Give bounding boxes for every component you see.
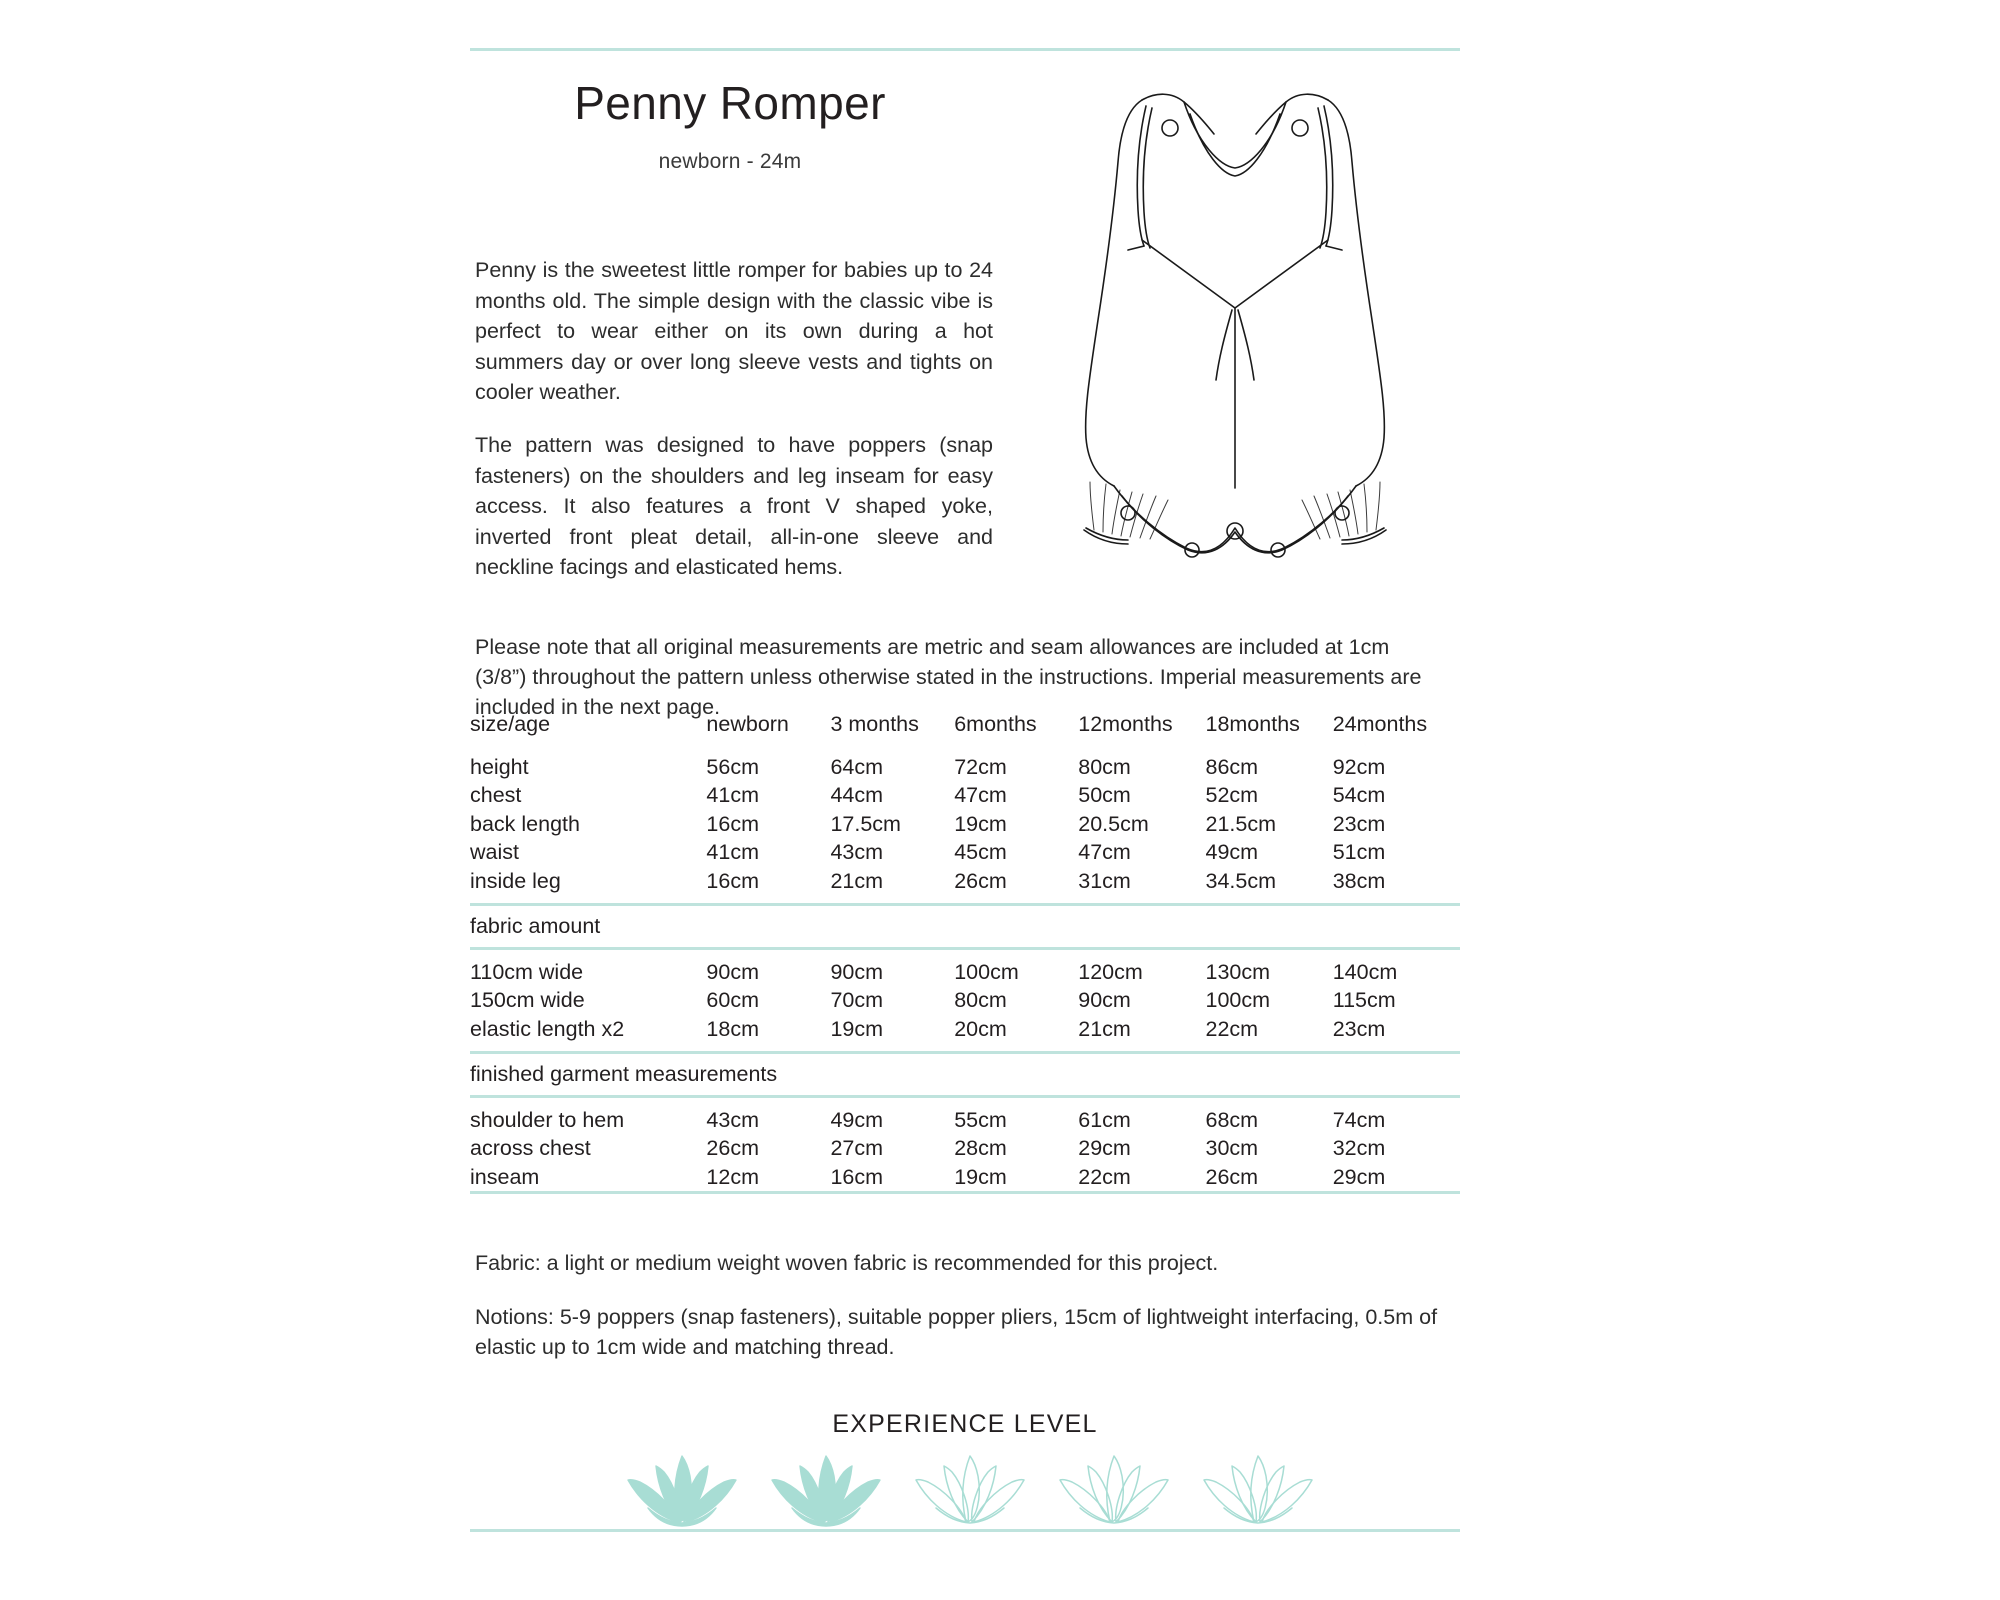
cell: 12cm (706, 1163, 830, 1193)
cell: 22cm (1205, 1015, 1332, 1053)
header-size-age: size/age (470, 712, 551, 736)
lotus-icon-outline-5 (1196, 1452, 1320, 1530)
cell: 70cm (830, 988, 884, 1012)
experience-level-rating (620, 1452, 1320, 1530)
cell: 29cm (1078, 1136, 1131, 1160)
v-yoke-seam (1142, 240, 1328, 308)
cell: 21cm (830, 867, 954, 905)
table-row (470, 781, 1460, 810)
section-title: finished garment measurements (470, 1053, 1460, 1097)
row-label: height (470, 754, 529, 779)
cell: 100cm (954, 959, 1019, 984)
section-header-fabric-amount (470, 905, 1460, 949)
left-armhole-curve-inner (1143, 108, 1152, 248)
bottom-divider-rule (470, 1529, 1460, 1532)
cell: 44cm (830, 783, 884, 807)
cell: 47cm (954, 783, 1007, 807)
row-label: back length (470, 811, 580, 836)
cell: 19cm (830, 1015, 954, 1053)
cell: 47cm (1078, 840, 1131, 864)
pleat-fold-right (1238, 310, 1254, 380)
cell: 43cm (706, 1107, 759, 1132)
left-underarm (1128, 246, 1144, 250)
cell: 100cm (1205, 988, 1271, 1012)
inseam-popper-centre (1227, 523, 1243, 539)
cell: 90cm (706, 959, 759, 984)
table-row (470, 1015, 1460, 1053)
header-12-months: 12months (1078, 712, 1173, 736)
table-row (470, 810, 1460, 839)
cell: 50cm (1078, 783, 1131, 807)
lotus-icon-outline-4 (1052, 1452, 1176, 1530)
row-label: inseam (470, 1163, 706, 1193)
cell: 21.5cm (1205, 811, 1276, 836)
description-paragraph-2: The pattern was designed to have poppers (snap fasteners) on the shoulders and leg inseam for easy access. It also features a front V shaped yoke, inverted front pleat detail, all-in-one sleeve and neckline facings and elasticated hems. (475, 433, 993, 579)
cell: 90cm (1078, 988, 1131, 1012)
table-header-row (470, 710, 1460, 745)
cell: 19cm (954, 811, 1007, 836)
cell: 41cm (706, 840, 759, 864)
cell: 115cm (1332, 988, 1396, 1012)
cell: 49cm (830, 1107, 884, 1132)
shoulder-popper-right (1292, 120, 1308, 136)
experience-level-title: EXPERIENCE LEVEL (832, 1410, 1098, 1438)
cell: 26cm (706, 1136, 759, 1160)
row-label: 110cm wide (470, 959, 584, 984)
page-title: Penny Romper (574, 77, 886, 129)
romper-illustration (1010, 58, 1460, 618)
row-label: across chest (470, 1136, 591, 1160)
row-label: chest (470, 783, 522, 807)
lotus-icon-outline-3 (908, 1452, 1032, 1530)
cell: 41cm (706, 783, 759, 807)
cell: 72cm (954, 754, 1007, 779)
header-18-months: 18months (1205, 712, 1300, 736)
cell: 21cm (1078, 1015, 1205, 1053)
cell: 18cm (706, 1015, 830, 1053)
notions-list: Notions: 5-9 poppers (snap fasteners), suitable popper pliers, 15cm of lightweight interfacing, 0.5m of elastic up to 1cm wide and matching thread. (475, 1305, 1438, 1359)
cell: 49cm (1205, 840, 1259, 864)
cell: 17.5cm (830, 811, 901, 836)
inseam-outer-curve (1114, 486, 1356, 552)
cell: 28cm (954, 1136, 1007, 1160)
row-label: waist (470, 840, 519, 864)
cell: 64cm (830, 754, 884, 779)
row-label: inside leg (470, 867, 706, 905)
cell: 80cm (1078, 754, 1131, 779)
description-paragraph-1: Penny is the sweetest little romper for babies up to 24 months old. The simple design with the classic vibe is perfect to wear either on its own during a hot summers day or over long sleeve vests and tights on cooler weather. (475, 258, 993, 404)
table-row (470, 838, 1460, 867)
size-chart (470, 710, 1460, 1194)
cell: 16cm (830, 1163, 954, 1193)
cell: 30cm (1205, 1136, 1259, 1160)
shoulder-popper-left (1162, 120, 1178, 136)
cell: 16cm (706, 811, 759, 836)
cell: 32cm (1332, 1136, 1386, 1160)
right-underarm (1326, 246, 1342, 250)
cell: 120cm (1078, 959, 1143, 984)
cell: 55cm (954, 1107, 1007, 1132)
table-row (470, 1096, 1460, 1134)
cell: 26cm (1205, 1163, 1332, 1193)
cell: 20.5cm (1078, 811, 1149, 836)
cell: 19cm (954, 1163, 1078, 1193)
table-row (470, 986, 1460, 1015)
page-subtitle: newborn - 24m (658, 150, 802, 173)
cell: 60cm (706, 988, 759, 1012)
inseam-inner-curve (1122, 496, 1348, 553)
header-24-months: 24months (1332, 712, 1428, 736)
cell: 80cm (954, 988, 1007, 1012)
lotus-icon-filled-1 (620, 1452, 744, 1530)
cell: 23cm (1333, 1015, 1460, 1053)
header-3-months: 3 months (830, 712, 919, 736)
fabric-recommendation: Fabric: a light or medium weight woven fabric is recommended for this project. (475, 1251, 1219, 1275)
cell: 54cm (1332, 783, 1386, 807)
top-divider-rule (470, 48, 1460, 51)
section-title: fabric amount (470, 905, 1460, 949)
right-armhole-curve-inner (1318, 108, 1327, 248)
cell: 74cm (1332, 1107, 1386, 1132)
cell: 27cm (830, 1136, 884, 1160)
pleat-fold-left (1216, 310, 1232, 380)
cell: 61cm (1078, 1107, 1131, 1132)
cell: 92cm (1332, 754, 1386, 779)
right-body-outline (1328, 100, 1384, 486)
size-table (470, 710, 1460, 1194)
cell: 140cm (1332, 959, 1398, 984)
table-row (470, 1163, 1460, 1193)
lotus-icon-filled-2 (764, 1452, 888, 1530)
table-row (470, 867, 1460, 905)
cell: 56cm (706, 754, 759, 779)
cell: 130cm (1205, 959, 1271, 984)
left-body-outline (1086, 100, 1142, 486)
section-header-finished-garment (470, 1053, 1460, 1097)
measurement-note: Please note that all original measurements are metric and seam allowances are included at 1cm (3/8”) throughout the pattern unless otherwise stated in the instructions. Imperial measurements are included in the next page. (475, 635, 1422, 719)
cell: 16cm (706, 867, 830, 905)
row-label: 150cm wide (470, 988, 585, 1012)
cell: 51cm (1332, 840, 1386, 864)
row-label: elastic length x2 (470, 1015, 706, 1053)
table-row (470, 1134, 1460, 1163)
cell: 20cm (954, 1015, 1078, 1053)
cell: 43cm (830, 840, 884, 864)
cell: 86cm (1205, 754, 1259, 779)
cell: 38cm (1333, 867, 1460, 905)
cell: 23cm (1332, 811, 1386, 836)
cell: 90cm (830, 959, 884, 984)
cell: 34.5cm (1205, 867, 1332, 905)
header-6-months: 6months (954, 712, 1037, 736)
cell: 29cm (1333, 1163, 1460, 1193)
table-row (470, 948, 1460, 986)
cell: 45cm (954, 840, 1007, 864)
header-newborn: newborn (706, 712, 789, 736)
row-label: shoulder to hem (470, 1107, 625, 1132)
cell: 52cm (1205, 783, 1259, 807)
cell: 22cm (1078, 1163, 1205, 1193)
table-row (470, 745, 1460, 782)
neckline-facing (1190, 114, 1280, 176)
cell: 26cm (954, 867, 1078, 905)
cell: 31cm (1078, 867, 1205, 905)
cell: 68cm (1205, 1107, 1259, 1132)
